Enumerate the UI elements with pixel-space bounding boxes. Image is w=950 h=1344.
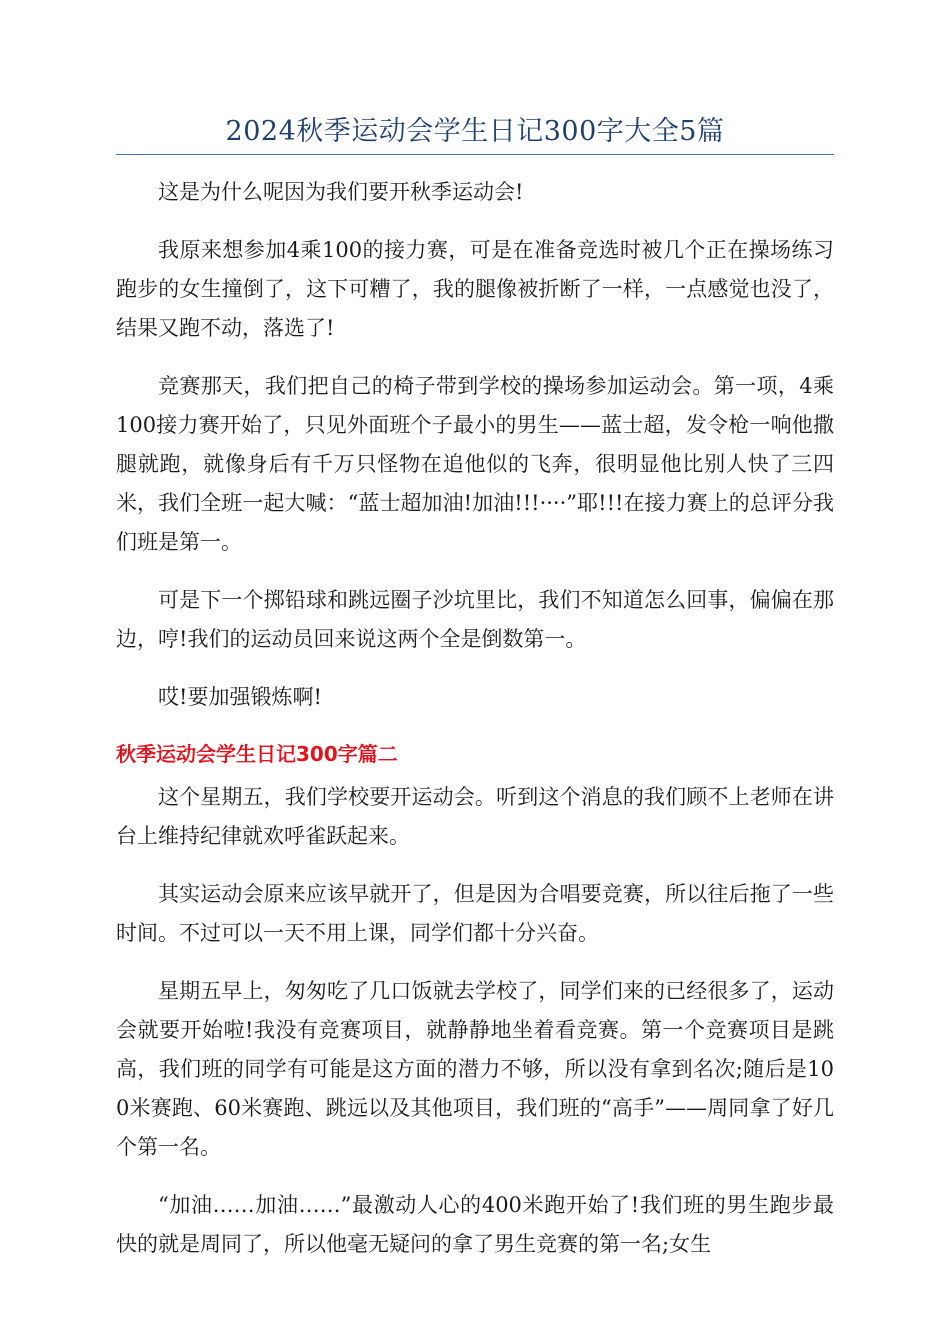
paragraph: 星期五早上，匆匆吃了几口饭就去学校了，同学们来的已经很多了，运动会就要开始啦!我没有竞赛项目，就静静地坐着看竞赛。第一个竞赛项目是跳高，我们班的同学有可能是这方面的潜力不够，所以没有拿到名次;随后是100米赛跑、60米赛跑、跳远以及其他项目，我们班的“高手”——周同拿了好几个第一名。 [116, 979, 834, 1159]
section-heading: 秋季运动会学生日记300字篇二 [116, 742, 398, 766]
document-title: 2024秋季运动会学生日记300字大全5篇 [225, 116, 725, 147]
paragraph: 其实运动会原来应该早就开了，但是因为合唱要竞赛，所以往后拖了一些时间。不过可以一天不用上课，同学们都十分兴奋。 [116, 882, 834, 945]
document-body [116, 173, 834, 1283]
paragraph: 这个星期五，我们学校要开运动会。听到这个消息的我们顾不上老师在讲台上维持纪律就欢呼雀跃起来。 [116, 785, 834, 848]
paragraph: “加油……加油……”最激动人心的400米跑开始了!我们班的男生跑步最快的就是周同了，所以他毫无疑问的拿了男生竞赛的第一名;女生 [116, 1193, 834, 1256]
paragraph: 竞赛那天，我们把自己的椅子带到学校的操场参加运动会。第一项，4乘100接力赛开始了，只见外面班个子最小的男生——蓝士超，发令枪一响他撒腿就跑，就像身后有千万只怪物在追他似的飞奔，很明显他比别人快了三四米，我们全班一起大喊：“蓝士超加油!加油!!!····”耶!!!在接力赛上的总评分我们班是第一。 [116, 374, 834, 554]
title-underline [116, 154, 834, 155]
paragraph: 这是为什么呢因为我们要开秋季运动会! [158, 180, 524, 204]
paragraph: 我原来想参加4乘100的接力赛，可是在准备竞选时被几个正在操场练习跑步的女生撞倒了，这下可糟了，我的腿像被折断了一样，一点感觉也没了，结果又跑不动，落选了! [116, 238, 834, 340]
paragraph: 哎!要加强锻炼啊! [158, 685, 322, 709]
paragraph: 可是下一个掷铅球和跳远圈子沙坑里比，我们不知道怎么回事，偏偏在那边，哼!我们的运动员回来说这两个全是倒数第一。 [116, 588, 834, 651]
